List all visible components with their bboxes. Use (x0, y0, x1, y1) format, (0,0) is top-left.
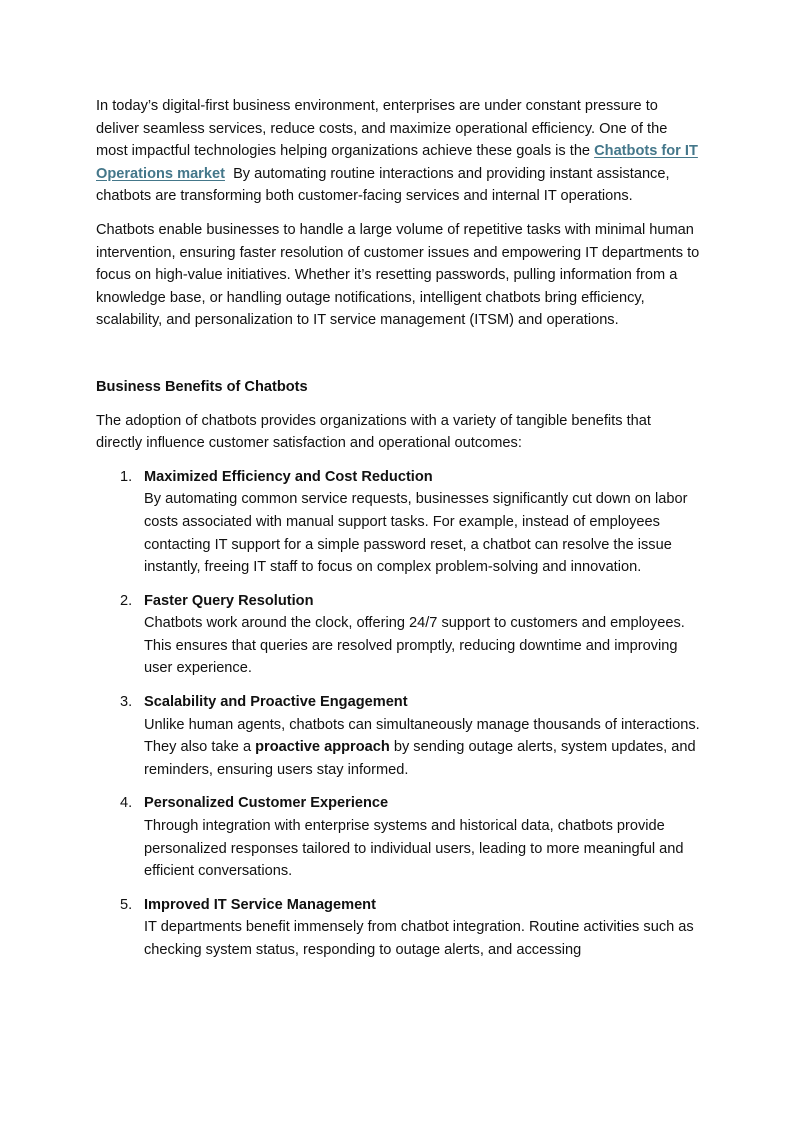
list-item-number: 4. (120, 795, 133, 812)
section-heading: Business Benefits of Chatbots (96, 378, 308, 395)
intro-paragraph-1-text: In today’s digital-first business environment, enterprises are under constant pressure to deliver seamless services, reduce costs, and maximize operational efficiency. One of the most impactful technologies helping organizations achieve these goals is the (96, 98, 668, 160)
list-item-body: By automating common service requests, businesses significantly cut down on labor costs associated with manual support tasks. For example, instead of employees contacting IT support for a simple password reset, a chatbot can resolve the issue instantly, freeing IT staff to focus on complex problem-solving and innovation. (144, 491, 688, 576)
list-item-body: Through integration with enterprise systems and historical data, chatbots provide personalized responses tailored to individual users, leading to more meaningful and efficient conversations. (144, 818, 684, 880)
section-spacer (96, 343, 700, 376)
list-item-body: IT departments benefit immensely from chatbot integration. Routine activities such as checking system status, responding to outage alerts, and accessing (144, 919, 694, 958)
list-item (96, 691, 700, 781)
list-item-number: 5. (120, 896, 133, 913)
intro-paragraph-1-continuation: By automating routine interactions and providing instant assistance, chatbots are transforming both customer-facing services and internal IT operations. (96, 165, 674, 205)
chatbots-market-link[interactable]: Chatbots for IT Operations market (96, 143, 698, 182)
list-item-body-text-end: by sending outage alerts, system updates, and reminders, ensuring users stay informed. (144, 739, 696, 778)
intro-paragraph-1 (96, 95, 700, 208)
intro-paragraph-2: Chatbots enable businesses to handle a large volume of repetitive tasks with minimal human intervention, ensuring faster resolution of customer issues and empowering IT departments to focus on high-value initiatives. Whether it’s resetting passwords, pulling information from a knowledge base, or handling outage notifications, intelligent chatbots bring efficiency, scalability, and personalization to IT service management (ITSM) and operations. (96, 221, 700, 329)
list-item (96, 590, 700, 680)
list-item-body: Chatbots work around the clock, offering 24/7 support to customers and employees. This ensures that queries are resolved promptly, reducing downtime and improving user experience. (144, 615, 685, 677)
list-item-number: 1. (120, 468, 133, 485)
list-item (96, 894, 700, 962)
list-item-body-emphasis: proactive approach (255, 739, 390, 756)
section-intro-paragraph: The adoption of chatbots provides organizations with a variety of tangible benefits that directly influence customer satisfaction and operational outcomes: (96, 412, 651, 452)
list-item-body (144, 717, 700, 778)
document-page (96, 95, 700, 973)
list-item-title: Maximized Efficiency and Cost Reduction (144, 468, 433, 485)
list-item (96, 466, 700, 579)
list-item-body-text: Unlike human agents, chatbots can simultaneously manage thousands of interactions. They also take a (144, 716, 700, 756)
list-item-title: Personalized Customer Experience (144, 795, 389, 812)
list-item-title: Scalability and Proactive Engagement (144, 694, 408, 711)
list-item (96, 792, 700, 882)
benefits-list (96, 466, 700, 962)
list-item-title: Improved IT Service Management (144, 896, 376, 913)
list-item-title: Faster Query Resolution (144, 592, 314, 609)
list-item-number: 2. (120, 592, 133, 609)
list-item-number: 3. (120, 694, 133, 711)
